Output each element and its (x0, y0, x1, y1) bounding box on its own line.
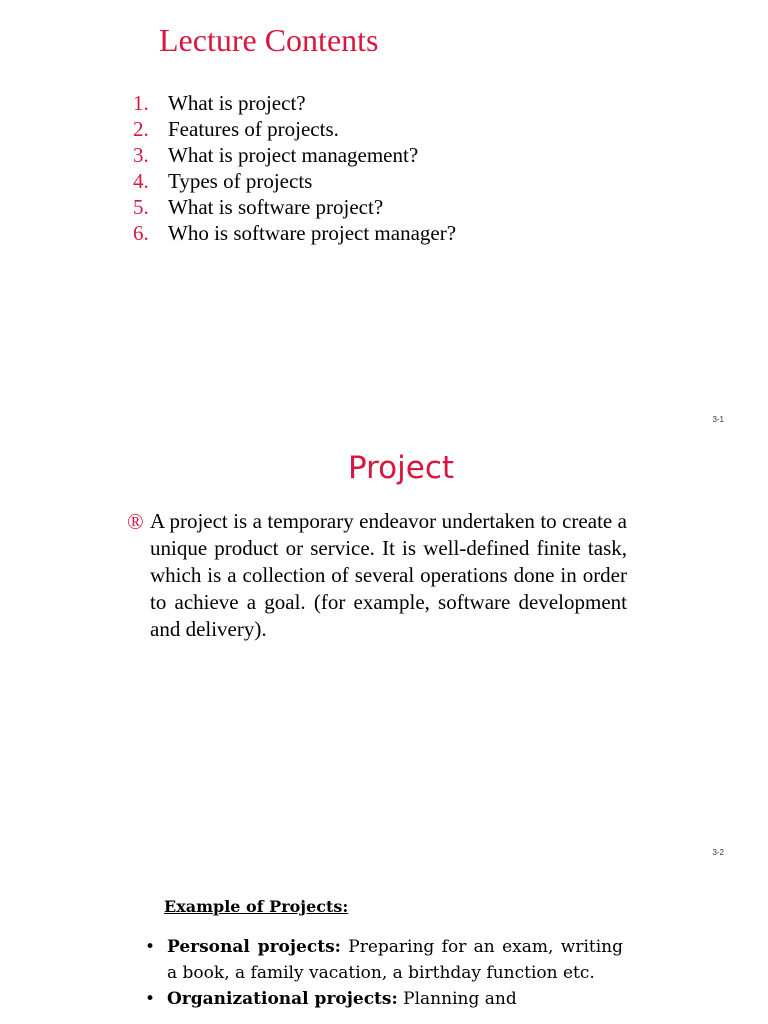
item-text: Features of projects. (168, 117, 339, 141)
registered-bullet-icon: ® (127, 509, 144, 534)
list-item (133, 90, 456, 116)
bullet-icon: • (145, 937, 156, 957)
list-item (133, 220, 456, 246)
item-number: 1. (133, 91, 149, 115)
list-item (133, 168, 456, 194)
item-text: Who is software project manager? (168, 221, 457, 245)
item-number: 5. (133, 195, 149, 219)
item-text: Preparing for an exam, writing a book, a family vacation, a birthday function etc. (167, 937, 623, 983)
list-item (145, 986, 623, 1012)
item-number: 2. (133, 117, 149, 141)
item-text: Planning and (397, 989, 517, 1009)
examples-list (145, 934, 623, 1012)
item-text: What is project? (168, 91, 306, 115)
list-item (145, 934, 623, 986)
slide-project (0, 432, 768, 864)
item-number: 6. (133, 221, 149, 245)
contents-list (133, 90, 456, 246)
item-number: 4. (133, 169, 149, 193)
list-item (133, 116, 456, 142)
section-heading: Example of Projects: (164, 897, 349, 916)
bullet-icon: • (145, 989, 156, 1009)
definition-paragraph: A project is a temporary endeavor undertaken to create a unique product or service. It is well-defined finite task, which is a collection of several operations done in order to achieve a goal. (for example, software development and delivery). (150, 509, 627, 641)
item-text: What is software project? (168, 195, 384, 219)
slide-number: 3-2 (712, 848, 724, 857)
slide-title: Lecture Contents (159, 22, 379, 58)
item-term: Personal projects: (167, 937, 341, 957)
slide-examples (0, 864, 768, 1024)
slide-number: 3-1 (712, 415, 724, 424)
item-number: 3. (133, 143, 149, 167)
item-text: What is project management? (168, 143, 419, 167)
list-item (133, 142, 456, 168)
slide-lecture-contents (0, 0, 768, 432)
slide-title: Project (347, 450, 455, 486)
item-term: Organizational projects: (167, 989, 398, 1009)
list-item (133, 194, 456, 220)
item-text: Types of projects (168, 169, 313, 193)
